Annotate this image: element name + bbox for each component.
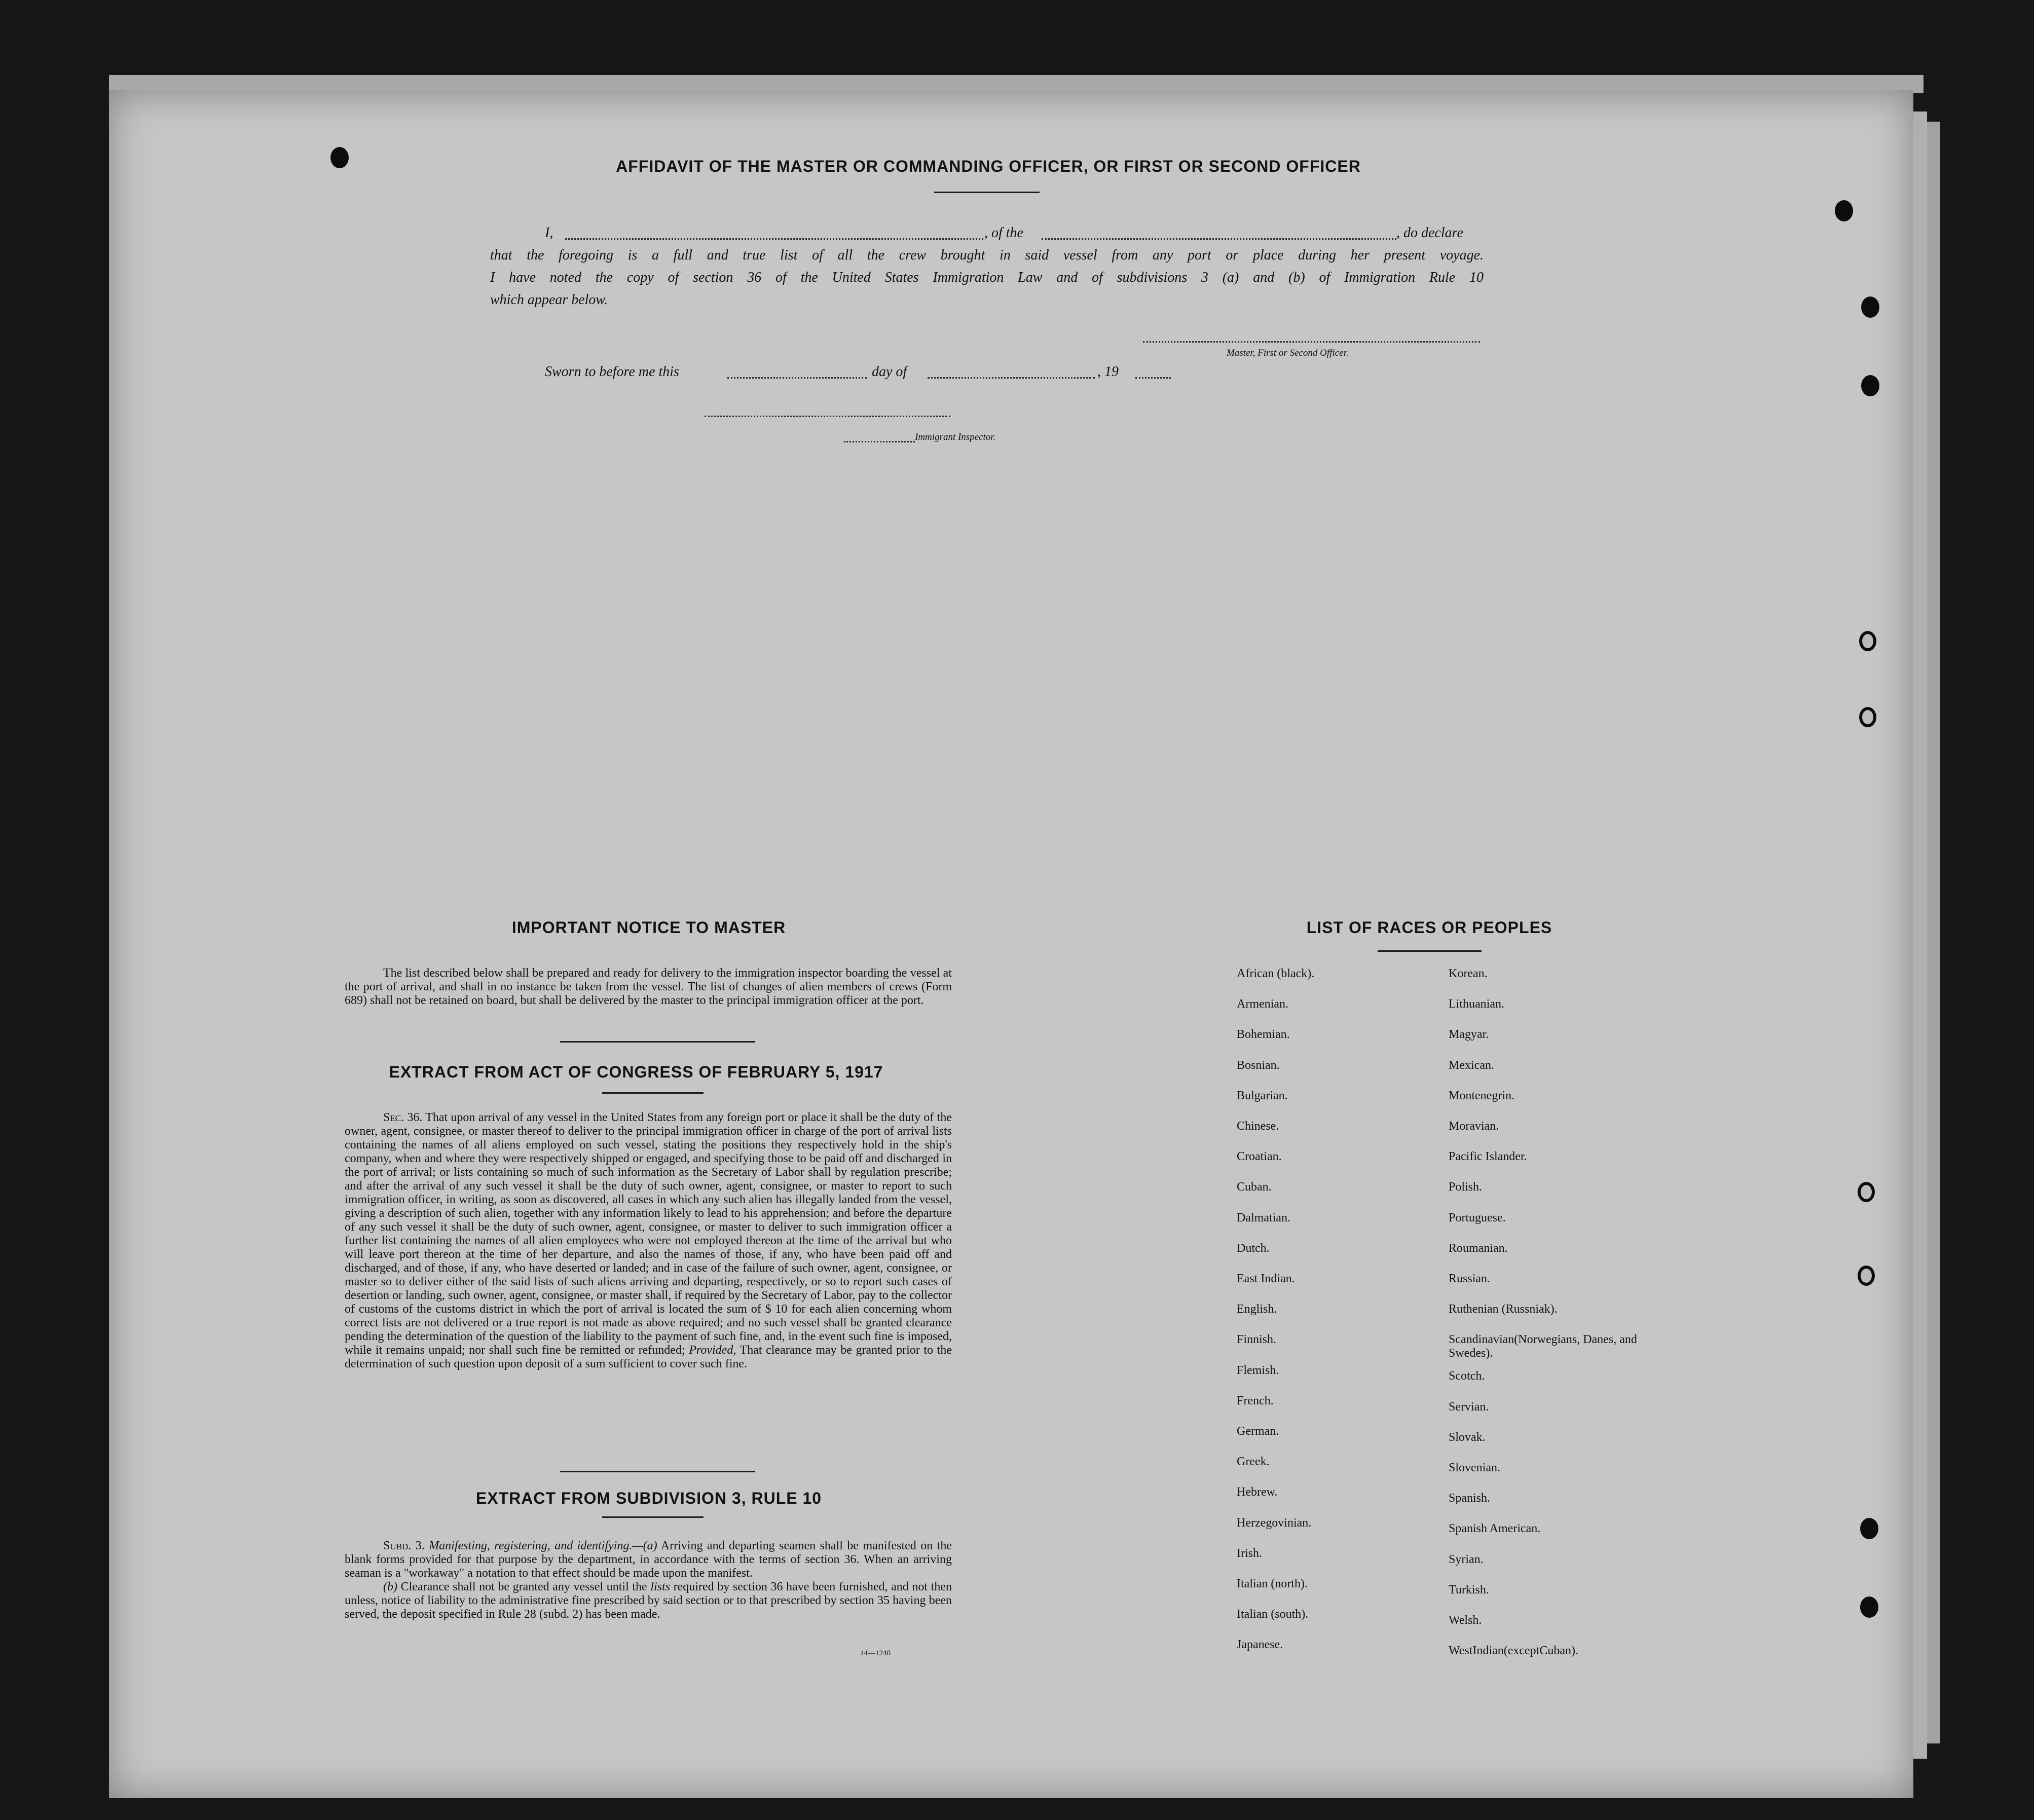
races-underline bbox=[1378, 950, 1482, 952]
race-item: Magyar. bbox=[1449, 1028, 1489, 1042]
race-item: Hebrew. bbox=[1237, 1485, 1278, 1499]
subd-label: Subd. 3. bbox=[383, 1539, 425, 1552]
form-number: 14—1240 bbox=[860, 1649, 891, 1657]
race-item: Bulgarian. bbox=[1237, 1089, 1288, 1102]
rule-underline bbox=[602, 1516, 704, 1518]
race-item: Portuguese. bbox=[1449, 1211, 1506, 1224]
page-stack-edge bbox=[1912, 112, 1927, 1759]
race-item: East Indian. bbox=[1237, 1272, 1295, 1285]
year-blank bbox=[1135, 377, 1171, 379]
master-signature-line bbox=[1143, 341, 1480, 343]
sec-text: That upon arrival of any vessel in the United States from any foreign port or place it shall be the duty of the owner, agent, consignee, or master thereof to deliver to the principal immigration officer in charge of the port of arrival lists containing the names of all aliens employed on such vessel, stating the positions they respectively hold in the ship's company, when and where they were respectively shipped or engaged, and specifying those to be paid off and discharged in the port of arrival; or lists containing so much of such information as the Secretary of Labor shall by regulation prescribe; and after the arrival of any such vessel it shall be the duty of such owner, agent, consignee, or master to report to such immigration officer, in writing, as soon as discovered, all cases in which any such alien has illegally landed from the vessel, giving a description of such alien, together with any information likely to lead to his apprehension; and before the departure of any such vessel it shall be the duty of such owner, agent, consignee, or master to deliver to such immigration officer a further list containing the names of all alien employees who were not employed thereon at the time of the arrival but who will leave port thereon at the time of her departure, and also the names of those, if any, who have been paid off and discharged, and of those, if any, who have deserted or landed; and in case of the failure of such owner, agent, consignee, or master so to deliver either of the said lists of such aliens arriving and departing, respectively, or so to report such cases of desertion or landing, such owner, agent, consignee, or master shall, if required by the Secretary of Labor, pay to the collector of customs of the customs district in which the port of arrival is located the sum of $ 10 for each alien concerning whom correct lists are not delivered or a true report is not made as above required; and no such vessel shall be granted clearance pending the determination of the question of the liability to the payment of such fine, and, in the event such fine is imposed, while it remains unpaid; nor shall such fine be remitted or refunded; bbox=[345, 1111, 952, 1357]
inspector-signature-line bbox=[705, 416, 950, 417]
affidavit-title: AFFIDAVIT OF THE MASTER OR COMMANDING OFFICER, OR FIRST OR SECOND OFFICER bbox=[616, 157, 1361, 175]
subd-text-a: Arriving and departing seamen shall be manifested on the blank forms provided for that purpose by the department, in accordance with the terms of section 36. When an arriving seaman is a "workaway" a notation to that effect should be made upon the manifest. bbox=[345, 1539, 952, 1580]
binder-ring bbox=[1859, 707, 1876, 727]
race-item: Bohemian. bbox=[1237, 1028, 1290, 1042]
race-item: Montenegrin. bbox=[1449, 1089, 1514, 1102]
inspector-short-line bbox=[844, 441, 915, 442]
binder-hole bbox=[1861, 375, 1879, 396]
race-item: Ruthenian (Russniak). bbox=[1449, 1303, 1558, 1316]
race-item: French. bbox=[1237, 1394, 1274, 1407]
binder-ring bbox=[1859, 631, 1876, 651]
binder-ring bbox=[1858, 1182, 1875, 1202]
race-item: Welsh. bbox=[1449, 1614, 1482, 1627]
race-item: Herzegovinian. bbox=[1237, 1516, 1312, 1530]
race-item: Italian (north). bbox=[1237, 1577, 1308, 1590]
day-of-text: day of bbox=[872, 364, 907, 380]
day-blank bbox=[727, 377, 867, 379]
rule-paragraph-b bbox=[345, 1580, 952, 1621]
act-section-36 bbox=[345, 1111, 952, 1371]
race-item: German. bbox=[1237, 1425, 1279, 1438]
race-item: Croatian. bbox=[1237, 1150, 1282, 1164]
lists-word: lists bbox=[650, 1580, 671, 1593]
notice-title: IMPORTANT NOTICE TO MASTER bbox=[511, 918, 786, 937]
binder-hole bbox=[1860, 1596, 1878, 1618]
race-item: Mexican. bbox=[1449, 1058, 1494, 1072]
binder-hole bbox=[330, 147, 349, 168]
provided-word: Provided, bbox=[689, 1344, 736, 1357]
affidavit-declare: , do declare bbox=[1396, 225, 1463, 241]
race-item: Scandinavian(Norwegians, Danes, and Swedes). bbox=[1449, 1333, 1637, 1360]
race-item: Syrian. bbox=[1449, 1552, 1484, 1566]
race-item: Japanese. bbox=[1237, 1638, 1283, 1652]
rule-paragraph-a bbox=[345, 1539, 952, 1580]
name-blank bbox=[565, 238, 983, 240]
race-item: Chinese. bbox=[1237, 1120, 1279, 1133]
race-item: Moravian. bbox=[1449, 1120, 1499, 1133]
race-item: Turkish. bbox=[1449, 1583, 1489, 1596]
race-item: Dutch. bbox=[1237, 1241, 1270, 1255]
race-item: Irish. bbox=[1237, 1546, 1262, 1560]
race-item: Flemish. bbox=[1237, 1363, 1279, 1377]
race-item: Russian. bbox=[1449, 1272, 1491, 1285]
binder-hole bbox=[1861, 296, 1879, 318]
race-item: Korean. bbox=[1449, 967, 1488, 980]
subd-text-b2: required by section 36 have been furnished, and not then unless, notice of liability to the administrative fine prescribed by said section or to that prescribed by section 35 having been served, the deposit specified in Rule 28 (subd. 2) has been made. bbox=[345, 1580, 952, 1621]
act-underline bbox=[602, 1092, 704, 1094]
sworn-text: Sworn to before me this bbox=[545, 364, 679, 380]
races-title: LIST OF RACES OR PEOPLES bbox=[1306, 918, 1552, 937]
binder-hole bbox=[1835, 200, 1853, 221]
race-item: Dalmatian. bbox=[1237, 1211, 1290, 1224]
race-item: African (black). bbox=[1237, 967, 1315, 980]
act-title: EXTRACT FROM ACT OF CONGRESS OF FEBRUARY 5, 1917 bbox=[389, 1063, 883, 1081]
race-item: Scotch. bbox=[1449, 1369, 1485, 1383]
title-underline bbox=[934, 192, 1040, 193]
rule-subd-3 bbox=[345, 1539, 952, 1621]
race-item: Pacific Islander. bbox=[1449, 1150, 1527, 1164]
sec-text-end: That clearance may be granted prior to the determination of such question upon deposit of a sum sufficient to cover such fine. bbox=[345, 1344, 952, 1370]
sec-label: Sec. 36. bbox=[383, 1111, 423, 1124]
act-divider bbox=[560, 1471, 755, 1472]
affidavit-line4: which appear below. bbox=[490, 292, 608, 308]
year-text: , 19 bbox=[1097, 364, 1119, 380]
race-item: Spanish. bbox=[1449, 1492, 1491, 1505]
race-item: Slovenian. bbox=[1449, 1461, 1500, 1474]
race-item: Polish. bbox=[1449, 1180, 1483, 1194]
race-item: Greek. bbox=[1237, 1455, 1270, 1469]
master-label: Master, First or Second Officer. bbox=[1227, 348, 1349, 358]
race-item: Roumanian. bbox=[1449, 1241, 1508, 1255]
notice-divider bbox=[560, 1041, 755, 1043]
inspector-label: Immigrant Inspector. bbox=[915, 432, 996, 442]
binder-ring bbox=[1858, 1266, 1875, 1286]
affidavit-i: I, bbox=[545, 225, 553, 241]
race-item: Cuban. bbox=[1237, 1180, 1272, 1194]
subd-title: Manifesting, registering, and identifying.—(a) bbox=[429, 1539, 657, 1552]
subd-text-b1: Clearance shall not be granted any vessel until the bbox=[400, 1580, 647, 1593]
race-item: Finnish. bbox=[1237, 1333, 1277, 1347]
notice-text: The list described below shall be prepared and ready for delivery to the immigration inspector boarding the vessel at the port of arrival, and shall in no instance be taken from the vessel. The list of changes of alien members of crews (Form 689) shall not be retained on board, but shall be delivered by the master to the principal immigration officer at the port. bbox=[345, 967, 952, 1007]
race-item: WestIndian(exceptCuban). bbox=[1449, 1644, 1578, 1658]
race-item: Lithuanian. bbox=[1449, 997, 1504, 1011]
b-label: (b) bbox=[383, 1580, 397, 1593]
affidavit-line2: that the foregoing is a full and true list of all the crew brought in said vessel from any port or place during her present voyage. bbox=[490, 247, 1484, 263]
month-blank bbox=[928, 377, 1095, 379]
race-item: Servian. bbox=[1449, 1400, 1489, 1414]
race-item: Italian (south). bbox=[1237, 1608, 1309, 1621]
race-item: Spanish American. bbox=[1449, 1522, 1541, 1536]
race-item: Bosnian. bbox=[1237, 1058, 1280, 1072]
binder-hole bbox=[1860, 1518, 1878, 1539]
affidavit-of-the: , of the bbox=[984, 225, 1023, 241]
race-item: Armenian. bbox=[1237, 997, 1288, 1011]
race-item: Slovak. bbox=[1449, 1430, 1486, 1444]
rule-title: EXTRACT FROM SUBDIVISION 3, RULE 10 bbox=[475, 1489, 822, 1507]
page-stack-edge-back bbox=[1927, 122, 1940, 1743]
vessel-blank bbox=[1042, 238, 1396, 240]
affidavit-line3: I have noted the copy of section 36 of the United States Immigration Law and of subdivisions 3 (a) and (b) of Immigration Rule 10 bbox=[490, 270, 1484, 285]
race-item: English. bbox=[1237, 1303, 1277, 1316]
